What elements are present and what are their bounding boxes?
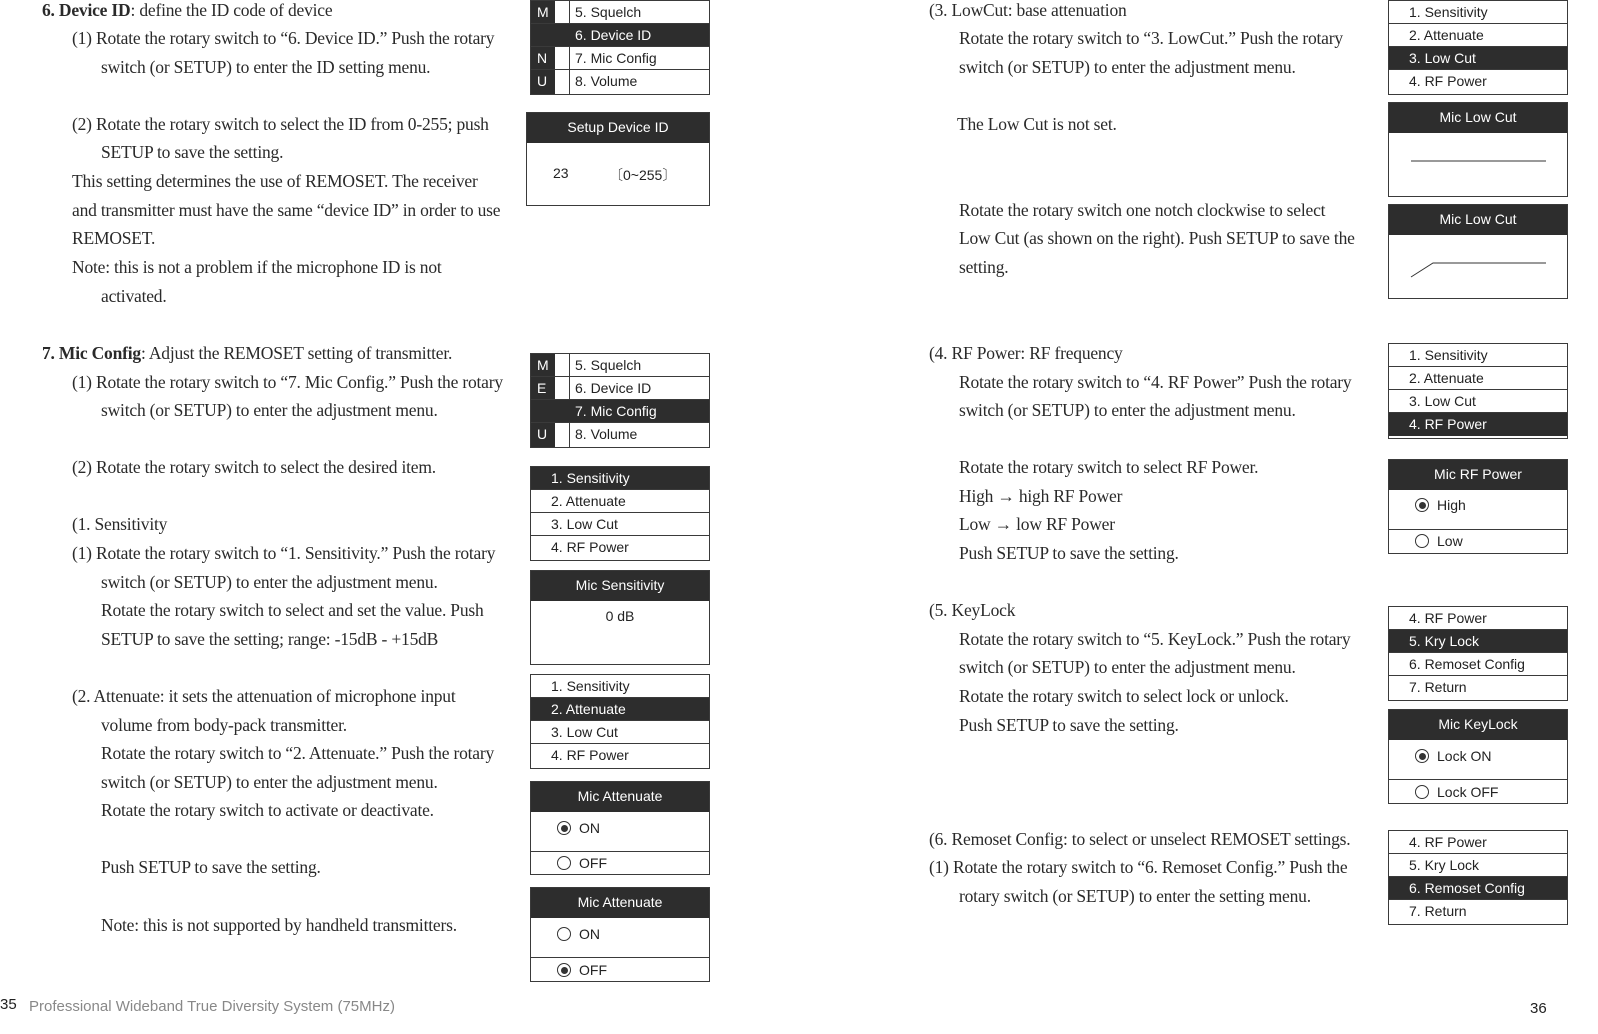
- section-7-heading: 7. Mic Config: Adjust the REMOSET setting of transmitter.: [42, 343, 453, 363]
- text-line: Rotate the rotary switch one notch clockwise to select: [959, 200, 1326, 220]
- text-line: SETUP to save the setting.: [101, 142, 284, 162]
- text-line: switch (or SETUP) to enter the adjustment menu.: [101, 572, 438, 592]
- menu-item[interactable]: 6. Remoset Config: [1389, 653, 1567, 676]
- text-line: Rotate the rotary switch to “5. KeyLock.” Push the rotary: [959, 629, 1351, 649]
- radio-icon: [557, 856, 571, 870]
- panel-title: Mic Attenuate: [531, 888, 709, 918]
- text-line: Rotate the rotary switch to “3. LowCut.” Push the rotary: [959, 28, 1343, 48]
- text-line: and transmitter must have the same “device ID” in order to use: [72, 200, 501, 220]
- mic-menu-lowcut: [1388, 0, 1568, 95]
- text-line: This setting determines the use of REMOSET. The receiver: [72, 171, 478, 191]
- mic-lowcut-panel-on: [1388, 204, 1568, 299]
- radio-icon: [557, 927, 571, 941]
- panel-title: Mic KeyLock: [1389, 710, 1567, 740]
- menu-side-letter: N: [531, 47, 555, 70]
- text-line: High → high RF Power: [959, 486, 1123, 506]
- text-line: Rotate the rotary switch to “2. Attenuate.” Push the rotary: [101, 743, 495, 763]
- option-on[interactable]: ON: [557, 926, 600, 942]
- mic-rfpower-panel: [1388, 459, 1568, 554]
- mic-keylock-panel: [1388, 709, 1568, 804]
- menu-item[interactable]: 4. RF Power: [1389, 831, 1567, 854]
- text-line: Rotate the rotary switch to select and set the value. Push: [101, 600, 484, 620]
- menu-item[interactable]: 7. Mic Config: [531, 47, 709, 70]
- mic-menu-sensitivity: [530, 466, 710, 561]
- menu-side-letter: M: [531, 1, 555, 24]
- text-line: switch (or SETUP) to enter the adjustment menu.: [959, 57, 1296, 77]
- text-line: volume from body-pack transmitter.: [101, 715, 347, 735]
- menu-item[interactable]: 5. Kry Lock: [1389, 854, 1567, 877]
- menu-item-selected[interactable]: 3. Low Cut: [1389, 47, 1567, 70]
- menu-item[interactable]: 4. RF Power: [1409, 73, 1487, 89]
- text-line: SETUP to save the setting; range: -15dB - +15dB: [101, 629, 439, 649]
- menu-item[interactable]: 1. Sensitivity: [1389, 1, 1567, 24]
- menu-item-selected[interactable]: 1. Sensitivity: [531, 467, 709, 490]
- menu-item[interactable]: 5. Squelch: [531, 1, 709, 24]
- option-low[interactable]: Low: [1415, 533, 1463, 549]
- menu-item[interactable]: 4. RF Power: [551, 539, 629, 555]
- text-line: (4. RF Power: RF frequency: [929, 343, 1123, 363]
- radio-selected-icon: [557, 963, 571, 977]
- text-line: (1) Rotate the rotary switch to “1. Sensitivity.” Push the rotary: [72, 543, 496, 563]
- setup-device-id-panel: [526, 112, 710, 206]
- text-line: switch (or SETUP) to enter the adjustment menu.: [959, 657, 1296, 677]
- menu-item[interactable]: 5. Squelch: [531, 354, 709, 377]
- text-line: switch (or SETUP) to enter the adjustment menu.: [959, 400, 1296, 420]
- text-line: Note: this is not supported by handheld transmitters.: [101, 915, 457, 935]
- option-lock-on[interactable]: Lock ON: [1415, 748, 1491, 764]
- text-line: switch (or SETUP) to enter the ID setting menu.: [101, 57, 431, 77]
- device-id-value[interactable]: 23: [553, 165, 569, 181]
- menu-item-selected[interactable]: 6. Remoset Config: [1389, 877, 1567, 900]
- text-line: Low Cut (as shown on the right). Push SETUP to save the: [959, 228, 1355, 248]
- menu-item-selected[interactable]: 4. RF Power: [1389, 413, 1567, 436]
- menu-item[interactable]: 2. Attenuate: [531, 490, 709, 513]
- mic-attenuate-panel-on: [530, 781, 710, 875]
- panel-title: Setup Device ID: [527, 113, 709, 143]
- mic-menu-rfpower: [1388, 343, 1568, 439]
- menu-item[interactable]: 3. Low Cut: [531, 721, 709, 744]
- menu-item[interactable]: 2. Attenuate: [1389, 367, 1567, 390]
- text-line: rotary switch (or SETUP) to enter the setting menu.: [959, 886, 1311, 906]
- menu-item[interactable]: 3. Low Cut: [531, 513, 709, 536]
- option-on[interactable]: ON: [557, 820, 600, 836]
- text-line: (1) Rotate the rotary switch to “7. Mic Config.” Push the rotary: [72, 372, 503, 392]
- menu-item-selected[interactable]: 6. Device ID: [531, 24, 709, 47]
- option-high[interactable]: High: [1415, 497, 1466, 513]
- text-line: (1) Rotate the rotary switch to “6. Remoset Config.” Push the: [929, 857, 1348, 877]
- text-line: (2) Rotate the rotary switch to select the ID from 0-255; push: [72, 114, 489, 134]
- text-line: Rotate the rotary switch to “4. RF Power” Push the rotary: [959, 372, 1352, 392]
- text-line: (6. Remoset Config: to select or unselect REMOSET settings.: [929, 829, 1351, 849]
- text-line: The Low Cut is not set.: [957, 114, 1117, 134]
- mic-menu-remoset: [1388, 830, 1568, 925]
- menu-side-letter: U: [531, 70, 555, 94]
- text-line: (3. LowCut: base attenuation: [929, 0, 1127, 20]
- text-line: (1) Rotate the rotary switch to “6. Device ID.” Push the rotary: [72, 28, 495, 48]
- menu-item[interactable]: 4. RF Power: [551, 747, 629, 763]
- device-id-range: 〔0~255〕: [609, 167, 677, 183]
- menu-side-letter: E: [531, 377, 555, 400]
- text-line: Push SETUP to save the setting.: [959, 543, 1179, 563]
- menu-side-letter: M: [531, 354, 555, 377]
- panel-title: Mic Low Cut: [1389, 103, 1567, 133]
- menu-item[interactable]: 8. Volume: [575, 73, 638, 89]
- menu-item[interactable]: 7. Return: [1409, 903, 1467, 919]
- panel-title: Mic RF Power: [1389, 460, 1567, 490]
- page-number-left: 35: [0, 996, 17, 1013]
- radio-icon: [1415, 785, 1429, 799]
- radio-icon: [1415, 534, 1429, 548]
- text-line: Push SETUP to save the setting.: [101, 857, 321, 877]
- menu-item-selected[interactable]: 5. Kry Lock: [1389, 630, 1567, 653]
- lowcut-slope-curve-icon: [1389, 235, 1567, 297]
- panel-title: Mic Sensitivity: [531, 571, 709, 601]
- text-line: (2) Rotate the rotary switch to select the desired item.: [72, 457, 436, 477]
- lowcut-flat-curve-icon: [1389, 133, 1567, 195]
- mic-attenuate-panel-off: [530, 887, 710, 982]
- mic-menu-attenuate: [530, 674, 710, 769]
- section-6-heading: 6. Device ID: define the ID code of device: [42, 0, 333, 20]
- text-line: REMOSET.: [72, 228, 156, 248]
- text-line: Low → low RF Power: [959, 514, 1115, 534]
- text-line: Rotate the rotary switch to select lock or unlock.: [959, 686, 1289, 706]
- menu-item[interactable]: 6. Device ID: [531, 377, 709, 400]
- mic-sensitivity-panel: [530, 570, 710, 665]
- menu-item-selected[interactable]: 7. Mic Config: [531, 400, 709, 423]
- text-line: activated.: [101, 286, 167, 306]
- text-line: Rotate the rotary switch to select RF Power.: [959, 457, 1259, 477]
- sensitivity-value[interactable]: 0 dB: [605, 608, 635, 624]
- menu-item-selected[interactable]: 2. Attenuate: [531, 698, 709, 721]
- menu-device-id: [530, 0, 710, 95]
- text-line: (5. KeyLock: [929, 600, 1016, 620]
- text-line: switch (or SETUP) to enter the adjustment menu.: [101, 772, 438, 792]
- text-line: Push SETUP to save the setting.: [959, 715, 1179, 735]
- radio-selected-icon: [1415, 498, 1429, 512]
- menu-item[interactable]: 4. RF Power: [1389, 607, 1567, 630]
- mic-menu-keylock: [1388, 606, 1568, 701]
- menu-mic-config: [530, 353, 710, 448]
- radio-selected-icon: [557, 821, 571, 835]
- text-line: (2. Attenuate: it sets the attenuation of microphone input: [72, 686, 456, 706]
- radio-selected-icon: [1415, 749, 1429, 763]
- option-off[interactable]: OFF: [557, 855, 607, 871]
- footer-title: Professional Wideband True Diversity System (75MHz): [29, 998, 395, 1015]
- menu-item[interactable]: 7. Return: [1409, 679, 1467, 695]
- text-line: Rotate the rotary switch to activate or deactivate.: [101, 800, 434, 820]
- menu-item[interactable]: 1. Sensitivity: [1389, 344, 1567, 367]
- menu-item[interactable]: 1. Sensitivity: [531, 675, 709, 698]
- menu-item[interactable]: 2. Attenuate: [1389, 24, 1567, 47]
- menu-item[interactable]: 3. Low Cut: [1389, 390, 1567, 413]
- text-line: setting.: [959, 257, 1009, 277]
- text-line: Note: this is not a problem if the microphone ID is not: [72, 257, 442, 277]
- text-line: (1. Sensitivity: [72, 514, 168, 534]
- menu-side-letter: U: [531, 423, 555, 447]
- menu-item[interactable]: 8. Volume: [575, 426, 638, 442]
- text-line: switch (or SETUP) to enter the adjustment menu.: [101, 400, 438, 420]
- page-number-right: 36: [1530, 1000, 1547, 1017]
- panel-title: Mic Low Cut: [1389, 205, 1567, 235]
- panel-title: Mic Attenuate: [531, 782, 709, 812]
- option-lock-off[interactable]: Lock OFF: [1415, 784, 1498, 800]
- option-off[interactable]: OFF: [557, 962, 607, 978]
- mic-lowcut-panel-off: [1388, 102, 1568, 197]
